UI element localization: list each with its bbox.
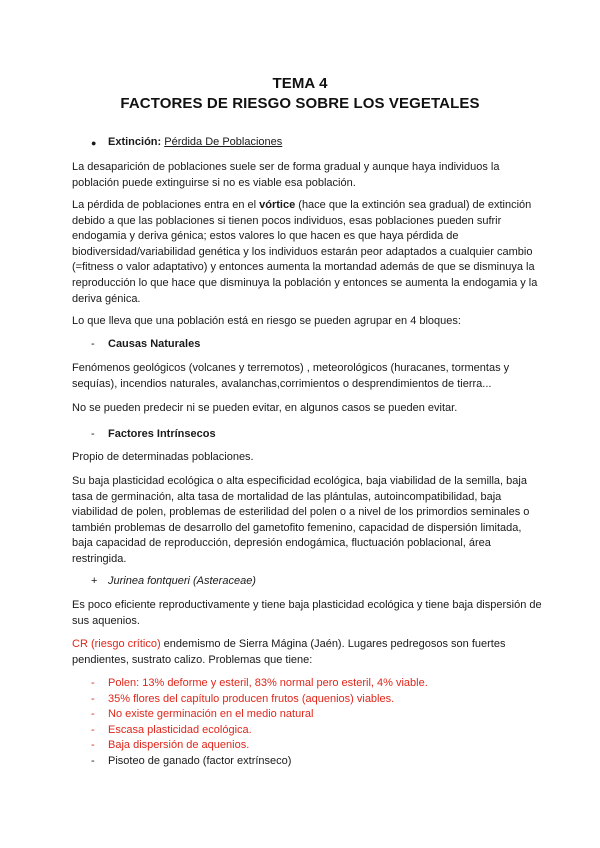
problem-dash: -	[91, 708, 95, 721]
causas-heading-text: Causas Naturales	[108, 338, 201, 350]
factores-paragraph-1: Propio de determinadas poblaciones.	[72, 451, 254, 463]
extincion-label: Extinción:	[108, 136, 162, 148]
dash-causas: -	[91, 338, 95, 350]
paragraph-1: La desaparición de poblaciones suele ser de forma gradual y aunque haya individuos la población puede extinguirse si no es viable esa población.	[72, 161, 500, 189]
species-name: Jurinea fontqueri (Asteraceae)	[108, 575, 256, 587]
species-heading	[108, 574, 528, 590]
species-paragraph-1: Es poco eficiente reproductivamente y tiene baja plasticidad ecológica y tiene baja dispersión de sus aquenios.	[72, 599, 542, 627]
problem-dash: -	[91, 692, 95, 705]
causas-paragraph-2: No se pueden predecir ni se pueden evitar, en algunos casos se pueden evitar.	[72, 402, 458, 414]
factores-paragraph-2: Su baja plasticidad ecológica o alta especificidad ecológica, baja viabilidad de la semilla, baja tasa de germinación, alta tasa de mortalidad de las plántulas, autoincompatibilidad, baja viabilidad de polen, problemas de esterilidad del polen o a nivel de los primordios seminales o también problemas de desarrollo del gametofito femenino, capacidad de dispersión limitada, baja capacidad de reproducción, depresión endogámica, fluctuación poblacional, área restringida.	[72, 475, 530, 565]
problem-item: Escasa plasticidad ecológica.	[108, 723, 252, 736]
problem-item: Pisoteo de ganado (factor extrínseco)	[108, 755, 292, 767]
problem-item: Baja dispersión de aquenios.	[108, 739, 250, 752]
dash-factores: -	[91, 428, 95, 440]
status-red: CR (riesgo crítico)	[72, 638, 161, 650]
paragraph-3: Lo que lleva que una población está en riesgo se pueden agrupar en 4 bloques:	[72, 315, 461, 327]
problem-item: Polen: 13% deforme y esteril, 83% normal pero esteril, 4% viable.	[108, 677, 428, 689]
causas-heading	[108, 337, 528, 353]
problem-dash: -	[91, 739, 95, 752]
paragraph-2-end: (hace que la extinción sea gradual) de extinción debido a que las poblaciones si tienen pocos individuos, esas poblaciones pueden sufrir endogamia y deriva génica; estos valores lo que hacen es que haya pérdida de biodiversidad/variabilidad genética y los individuos estarán peor adaptados a cualquier cambio (=fitness o valor adaptativo) y entonces aumenta la mortandad además de que se disminuya la reproducción lo que hace que disminuya la población y entonces se aumenta la endogamia y la deriva génica.	[72, 199, 538, 305]
paragraph-2-start: La pérdida de poblaciones entra en el	[72, 199, 260, 211]
title-line-2: FACTORES DE RIESGO SOBRE LOS VEGETALES	[120, 95, 480, 112]
species-status	[72, 637, 542, 668]
extincion-topic: Pérdida De Poblaciones	[164, 136, 283, 148]
extincion-heading	[108, 135, 528, 151]
factores-heading	[108, 427, 528, 443]
bullet-dot-icon: ●	[91, 138, 97, 148]
problem-item: 35% flores del capítulo producen frutos (aquenios) viables.	[108, 692, 395, 705]
problem-dash: -	[91, 755, 95, 767]
problem-dash: -	[91, 723, 95, 736]
factores-heading-text: Factores Intrínsecos	[108, 428, 216, 440]
problem-dash: -	[91, 677, 95, 689]
problem-item: No existe germinación en el medio natural	[108, 708, 314, 721]
causas-paragraph-1: Fenómenos geológicos (volcanes y terremotos) , meteorológicos (huracanes, tormentas y sequías), incendios naturales, avalanchas,corrimientos o desprendimientos de tierra...	[72, 362, 510, 390]
status-rest: endemismo de Sierra Mágina (Jaén). Lugares pedregosos son fuertes pendientes, sustrato calizo. Problemas que tiene:	[72, 638, 506, 666]
title-line-1: TEMA 4	[272, 75, 328, 92]
paragraph-2	[72, 198, 542, 307]
paragraph-2-bold: vórtice	[259, 199, 296, 211]
plus-marker: +	[91, 575, 98, 587]
